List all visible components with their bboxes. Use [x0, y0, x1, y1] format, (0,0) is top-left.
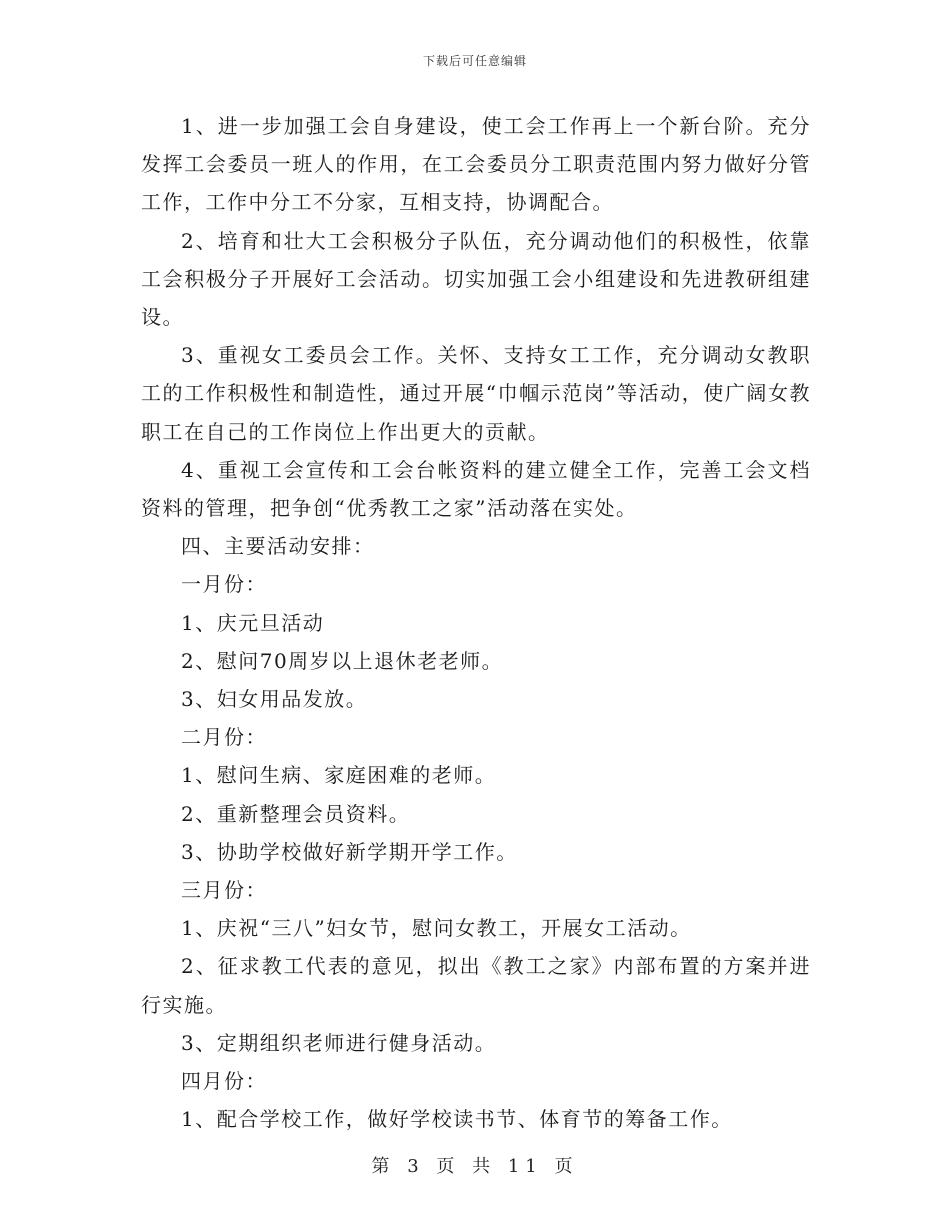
list-item: 2、慰问70周岁以上退休老老师。: [181, 648, 504, 673]
month-heading-january: 一月份：: [181, 572, 267, 597]
list-item: 1、慰问生病、家庭困难的老师。: [181, 763, 497, 788]
page-header-note: 下载后可任意编辑: [422, 54, 527, 68]
paragraph-item-4: 4、重视工会宣传和工会台帐资料的建立健全工作，完善工会文档资料的管理，把争创“优秀教工之家”活动落在实处。: [141, 457, 811, 521]
month-heading-march: 三月份：: [181, 878, 267, 903]
list-item: 3、协助学校做好新学期开学工作。: [181, 839, 518, 864]
page-number: 第 3 页 共 11 页: [371, 1156, 579, 1177]
list-item: 2、征求教工代表的意见，拟出《教工之家》内部布置的方案并进行实施。: [141, 954, 811, 1017]
list-item: 2、重新整理会员资料。: [181, 801, 411, 826]
list-item: 3、定期组织老师进行健身活动。: [181, 1030, 497, 1055]
paragraph-item-3: 3、重视女工委员会工作。关怀、支持女工工作，充分调动女教职工的工作积极性和制造性，通过开展“巾帼示范岗”等活动，使广阔女教职工在自己的工作岗位上作出更大的贡献。: [141, 343, 811, 444]
list-item: 1、庆元旦活动: [181, 610, 325, 635]
list-item: 1、配合学校工作，做好学校读书节、体育节的筹备工作。: [181, 1107, 733, 1132]
section-heading: 四、主要活动安排：: [181, 534, 375, 559]
document-body: [141, 107, 811, 1138]
paragraph-item-1: 1、进一步加强工会自身建设，使工会工作再上一个新台阶。充分发挥工会委员一班人的作用，在工会委员分工职责范围内努力做好分管工作，工作中分工不分家，互相支持，协调配合。: [141, 114, 811, 215]
list-item: 3、妇女用品发放。: [181, 687, 368, 712]
month-heading-february: 二月份：: [181, 725, 267, 750]
month-heading-april: 四月份：: [181, 1069, 267, 1094]
list-item: 1、庆祝“三八”妇女节，慰问女教工，开展女工活动。: [181, 916, 692, 941]
paragraph-item-2: 2、培育和壮大工会积极分子队伍，充分调动他们的积极性，依靠工会积极分子开展好工会活动。切实加强工会小组建设和先进教研组建设。: [141, 228, 811, 330]
